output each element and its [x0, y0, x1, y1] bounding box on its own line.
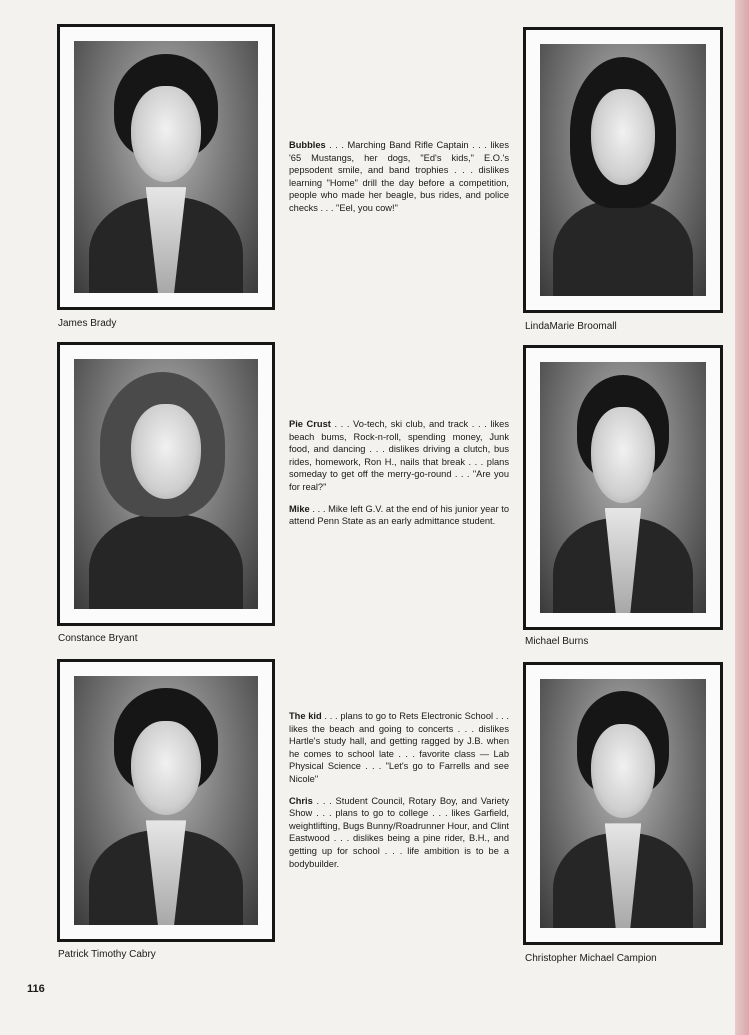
bio-paragraph [289, 710, 509, 786]
portrait-photo [74, 41, 258, 293]
bio-text: . . . Vo-tech, ski club, and track . . . likes beach bums, Rock-n-roll, spending money, Junk food, and dancing . . . dislikes driving a clutch, bus rides, homework, Ron H., nails that break . . . plans someday to get off the merry-go-round . . . "Are you for real?" [289, 419, 509, 492]
page-edge [735, 0, 749, 1035]
bio-paragraph [289, 503, 509, 528]
bio-block [289, 710, 509, 879]
portrait-photo [74, 359, 258, 609]
bio-paragraph [289, 139, 509, 215]
portrait-frame [57, 659, 275, 942]
portrait-frame [57, 24, 275, 310]
bio-text: . . . Marching Band Rifle Captain . . . likes '65 Mustangs, her dogs, "Ed's kids," E.O.'s pepsodent smile, and band trophies . . . dislikes learning "Home" drill the day before a competition, people who made her beagle, bus rides, and police checks . . . "Eel, you cow!" [289, 140, 509, 213]
portrait-photo [540, 679, 706, 928]
student-name: Christopher Michael Campion [525, 953, 657, 964]
portrait-frame [57, 342, 275, 626]
bio-text: . . . Mike left G.V. at the end of his junior year to attend Penn State as an early admittance student. [289, 503, 509, 527]
page-number: 116 [27, 983, 45, 995]
bio-nickname: Pie Crust [289, 419, 331, 429]
bio-nickname: Bubbles [289, 140, 326, 150]
bio-paragraph [289, 418, 509, 494]
portrait-frame [523, 27, 723, 313]
portrait-photo [74, 676, 258, 925]
bio-text: . . . plans to go to Rets Electronic School . . . likes the beach and going to concerts . . . dislikes Hartle's study hall, and getting ragged by J.B. when he comes to school late . . . favorite class — Lab Physical Science . . . "Let's go to Farrells and see Nicole" [289, 711, 509, 784]
bio-nickname: Chris [289, 795, 313, 806]
portrait-frame [523, 345, 723, 630]
portrait-frame [523, 662, 723, 945]
student-name: James Brady [58, 318, 117, 329]
portrait-photo [540, 362, 706, 613]
bio-block [289, 139, 509, 224]
bio-nickname: The kid [289, 711, 322, 721]
student-name: Constance Bryant [58, 633, 138, 644]
bio-block [289, 418, 509, 537]
student-name: LindaMarie Broomall [525, 321, 617, 332]
student-name: Patrick Timothy Cabry [58, 949, 156, 960]
bio-paragraph [289, 795, 509, 871]
student-name: Michael Burns [525, 636, 589, 647]
portrait-photo [540, 44, 706, 296]
bio-text: . . . Student Council, Rotary Boy, and Variety Show . . . plans to go to college . . . likes Garfield, weightlifting, Bugs Bunny/Roadrunner Hour, and Clint Eastwood . . . dislikes being a pine rider, B.H., and getting up for school . . . life ambition is to be a bodybuilder. [289, 795, 509, 869]
bio-nickname: Mike [289, 503, 310, 514]
